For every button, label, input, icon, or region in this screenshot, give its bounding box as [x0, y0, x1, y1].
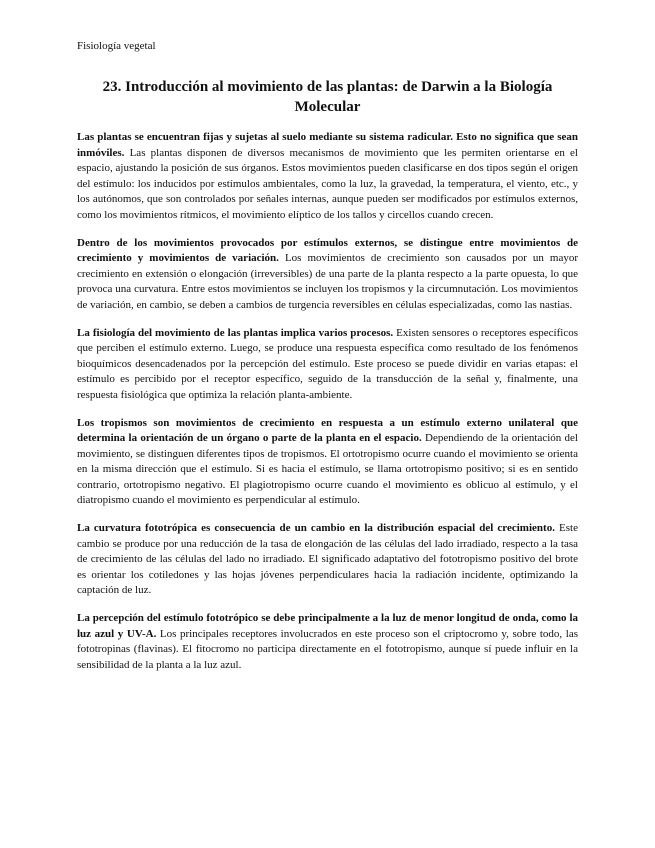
paragraph-lead: La fisiología del movimiento de las plantas implica varios procesos. — [77, 326, 394, 339]
document-body — [77, 130, 578, 685]
paragraph-3 — [77, 326, 578, 404]
paragraph-text: Los movimientos de crecimiento son causados por un mayor crecimiento en extensión o elongación (irreversibles) de una parte de la planta respecto a la parte opuesta, lo que provoca una curvatura. Entre estos movimientos se incluyen los tropismos y la circumnutación. Los movimientos de variación, en cambio, se deben a cambios de turgencia reversibles en células especializadas, como las nastias. — [77, 252, 578, 311]
paragraph-lead: La percepción del estímulo fototrópico se debe principalmente a la luz de menor longitud de onda, como la luz azul y UV-A. — [77, 612, 578, 640]
page-title: 23. Introducción al movimiento de las plantas: de Darwin a la Biología Molecular — [102, 79, 553, 115]
paragraph-text: Dependiendo de la orientación del movimiento, se distinguen diferentes tipos de tropismos. El ortotropismo ocurre cuando el movimiento se orienta en la misma dirección que el estímulo. Si es hacia el estímulo, se llama ortotropismo positivo; si es en sentido contrario, ortotropismo negativo. El plagiotropismo ocurre cuando el movimiento es oblicuo al estímulo, y el diatropismo cuando el movimiento es perpendicular al estímulo. — [77, 432, 578, 507]
paragraph-1 — [77, 130, 578, 224]
paragraph-text: Existen sensores o receptores específicos que perciben el estímulo externo. Luego, se produce una respuesta específica como resultado de los fenómenos bioquímicos desencadenados por la percepción del estímulo. Este proceso se puede dividir en varias etapas: el estímulo es percibido por el receptor específico, seguido de la transducción de la señal y, finalmente, una respuesta fisiológica que optimiza la relación planta-ambiente. — [77, 326, 578, 401]
paragraph-lead: Las plantas se encuentran fijas y sujetas al suelo mediante su sistema radicular. Esto no significa que sean inmóviles. — [77, 131, 578, 159]
paragraph-4 — [77, 416, 578, 510]
paragraph-lead: Dentro de los movimientos provocados por estímulos externos, se distingue entre movimientos de crecimiento y movimientos de variación. — [77, 236, 578, 265]
paragraph-5 — [77, 521, 578, 599]
paragraph-text: Este cambio se produce por una reducción de la tasa de elongación de las células del lado irradiado, respecto a la tasa de crecimiento de las células del lado no irradiado. El significado adaptativo del fototropismo positivo del brote es orientar los cotiledones y las hojas jóvenes perpendiculares hacia la radiación incidente, optimizando la captación de luz. — [77, 522, 578, 597]
paragraph-6 — [77, 611, 578, 673]
paragraph-2 — [77, 236, 578, 314]
paragraph-text: Los principales receptores involucrados en este proceso son el criptocromo y, sobre todo, las fototropinas (flavinas). El fitocromo no participa directamente en el fototropismo, aunque sí puede influir en la sensibilidad de la planta a la luz azul. — [77, 627, 578, 671]
paragraph-lead: Los tropismos son movimientos de crecimiento en respuesta a un estímulo externo unilateral que determina la orientación de un órgano o parte de la planta en el espacio. — [77, 416, 578, 445]
paragraph-lead: La curvatura fototrópica es consecuencia de un cambio en la distribución espacial del crecimiento. — [77, 522, 555, 535]
running-header: Fisiología vegetal — [77, 40, 156, 52]
paragraph-text: Las plantas disponen de diversos mecanismos de movimiento que les permiten orientarse en el espacio, ajustando la posición de sus órganos. Estos movimientos pueden clasificarse en dos tipos según el origen del estímulo: los inducidos por estímulos ambientales, como la luz, la gravedad, la temperatura, el viento, etc., y los autónomos, que son controlados por señales internas, aunque pueden ser modificados por estímulos externos, como los movimientos rítmicos, el movimiento elíptico de los tallos y circellos cuando crecen. — [77, 146, 578, 221]
